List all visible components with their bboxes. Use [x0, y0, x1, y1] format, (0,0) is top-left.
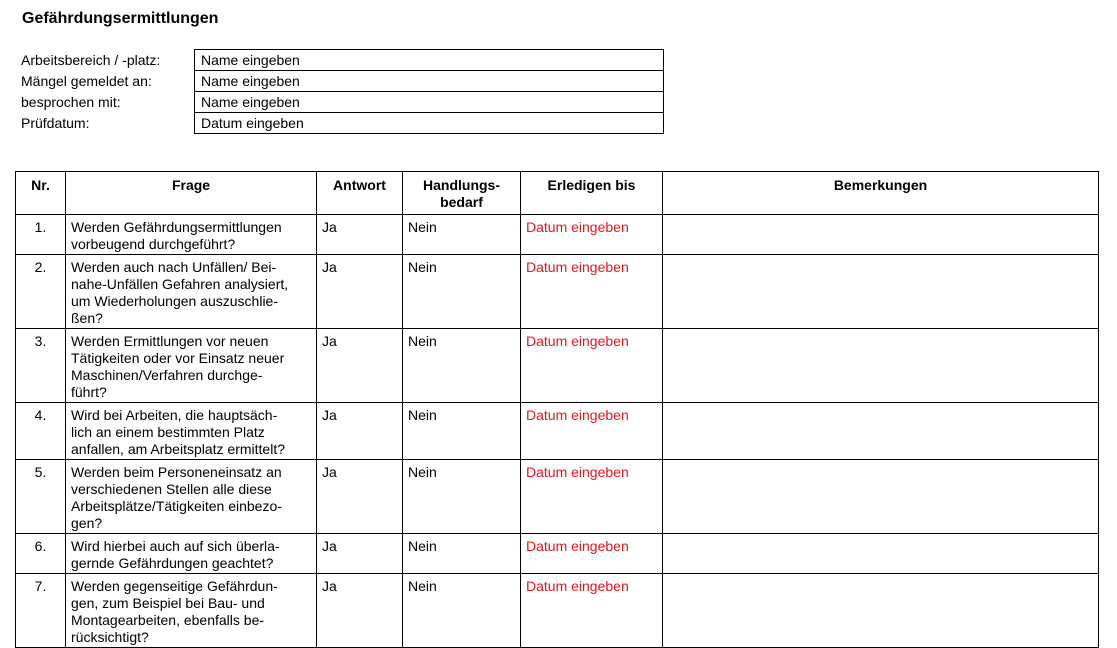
- question-text: [66, 534, 317, 574]
- table-body: [16, 215, 1099, 648]
- question-text: [66, 403, 317, 460]
- question-line: Werden gegenseitige Gefährdun-: [71, 578, 278, 594]
- action-needed-field[interactable]: Nein: [403, 215, 521, 255]
- question-line: um Wiederholungen auszuschlie-: [71, 293, 278, 309]
- row-number: 4.: [16, 403, 66, 460]
- due-date-field[interactable]: Datum eingeben: [521, 574, 663, 648]
- question-line: Maschinen/Verfahren durchge-: [71, 367, 263, 383]
- info-label: Mängel gemeldet an:: [21, 73, 152, 89]
- due-date-field[interactable]: Datum eingeben: [521, 215, 663, 255]
- info-row-pruefdatum: [21, 113, 664, 134]
- question-text: [66, 574, 317, 648]
- question-line: Werden beim Personeneinsatz an: [71, 464, 282, 480]
- answer-field[interactable]: Ja: [317, 534, 403, 574]
- info-label: Arbeitsbereich / -platz:: [21, 52, 161, 68]
- question-text: [66, 215, 317, 255]
- row-number: 3.: [16, 329, 66, 403]
- header-nr: Nr.: [16, 172, 66, 215]
- question-line: Wird bei Arbeiten, die hauptsäch-: [71, 407, 278, 423]
- answer-field[interactable]: Ja: [317, 460, 403, 534]
- question-text: [66, 255, 317, 329]
- answer-field[interactable]: Ja: [317, 329, 403, 403]
- header-handlungsbedarf-line1: Handlungs-: [423, 177, 500, 193]
- question-line: Werden Gefährdungsermittlungen: [71, 219, 282, 235]
- question-line: nahe-Unfällen Gefahren analysiert,: [71, 276, 289, 292]
- remarks-field[interactable]: [663, 329, 1099, 403]
- action-needed-field[interactable]: Nein: [403, 534, 521, 574]
- question-line: führt?: [71, 384, 107, 400]
- due-date-field[interactable]: Datum eingeben: [521, 255, 663, 329]
- info-row-arbeitsbereich: [21, 50, 664, 71]
- row-number: 2.: [16, 255, 66, 329]
- question-line: ßen?: [71, 310, 103, 326]
- question-line: gen?: [71, 515, 103, 531]
- question-line: Werden auch nach Unfällen/ Bei-: [71, 259, 277, 275]
- action-needed-field[interactable]: Nein: [403, 460, 521, 534]
- info-label: Prüfdatum:: [21, 115, 90, 131]
- answer-field[interactable]: Ja: [317, 215, 403, 255]
- row-number: 5.: [16, 460, 66, 534]
- header-erledigen: Erledigen bis: [521, 172, 663, 215]
- remarks-field[interactable]: [663, 534, 1099, 574]
- question-line: gen, zum Beispiel bei Bau- und: [71, 595, 265, 611]
- pruefdatum-field[interactable]: Datum eingeben: [195, 113, 664, 134]
- action-needed-field[interactable]: Nein: [403, 574, 521, 648]
- table-row: [16, 215, 1099, 255]
- header-frage: Frage: [66, 172, 317, 215]
- due-date-field[interactable]: Datum eingeben: [521, 534, 663, 574]
- remarks-field[interactable]: [663, 574, 1099, 648]
- question-line: Montagearbeiten, ebenfalls be-: [71, 612, 265, 628]
- table-header-row: [16, 172, 1099, 215]
- header-handlungsbedarf: [403, 172, 521, 215]
- question-line: Arbeitsplätze/Tätigkeiten einbezo-: [71, 498, 282, 514]
- maengel-gemeldet-field[interactable]: Name eingeben: [195, 71, 664, 92]
- answer-field[interactable]: Ja: [317, 574, 403, 648]
- remarks-field[interactable]: [663, 255, 1099, 329]
- info-form: [21, 49, 664, 134]
- table-row: [16, 534, 1099, 574]
- info-row-besprochen: [21, 92, 664, 113]
- question-line: gernde Gefährdungen geachtet?: [71, 555, 274, 571]
- answer-field[interactable]: Ja: [317, 255, 403, 329]
- due-date-field[interactable]: Datum eingeben: [521, 403, 663, 460]
- question-line: Wird hierbei auch auf sich überla-: [71, 538, 280, 554]
- info-row-maengel: [21, 71, 664, 92]
- question-line: anfallen, am Arbeitsplatz ermittelt?: [71, 441, 285, 457]
- arbeitsbereich-field[interactable]: Name eingeben: [195, 50, 664, 71]
- question-line: vorbeugend durchgeführt?: [71, 236, 236, 252]
- table-row: [16, 255, 1099, 329]
- row-number: 6.: [16, 534, 66, 574]
- table-row: [16, 460, 1099, 534]
- action-needed-field[interactable]: Nein: [403, 403, 521, 460]
- question-line: rücksichtigt?: [71, 629, 149, 645]
- remarks-field[interactable]: [663, 215, 1099, 255]
- remarks-field[interactable]: [663, 403, 1099, 460]
- besprochen-mit-field[interactable]: Name eingeben: [195, 92, 664, 113]
- table-row: [16, 403, 1099, 460]
- table-row: [16, 574, 1099, 648]
- header-bemerkungen: Bemerkungen: [663, 172, 1099, 215]
- remarks-field[interactable]: [663, 460, 1099, 534]
- row-number: 1.: [16, 215, 66, 255]
- checklist-table: [15, 171, 1099, 648]
- question-line: Werden Ermittlungen vor neuen: [71, 333, 269, 349]
- header-handlungsbedarf-line2: bedarf: [440, 194, 483, 210]
- action-needed-field[interactable]: Nein: [403, 329, 521, 403]
- row-number: 7.: [16, 574, 66, 648]
- info-label: besprochen mit:: [21, 94, 121, 110]
- question-line: Tätigkeiten oder vor Einsatz neuer: [71, 350, 285, 366]
- due-date-field[interactable]: Datum eingeben: [521, 460, 663, 534]
- due-date-field[interactable]: Datum eingeben: [521, 329, 663, 403]
- page-title: Gefährdungsermittlungen: [22, 10, 219, 27]
- question-text: [66, 329, 317, 403]
- question-line: lich an einem bestimmten Platz: [71, 424, 265, 440]
- answer-field[interactable]: Ja: [317, 403, 403, 460]
- action-needed-field[interactable]: Nein: [403, 255, 521, 329]
- question-text: [66, 460, 317, 534]
- question-line: verschiedenen Stellen alle diese: [71, 481, 272, 497]
- table-row: [16, 329, 1099, 403]
- header-antwort: Antwort: [317, 172, 403, 215]
